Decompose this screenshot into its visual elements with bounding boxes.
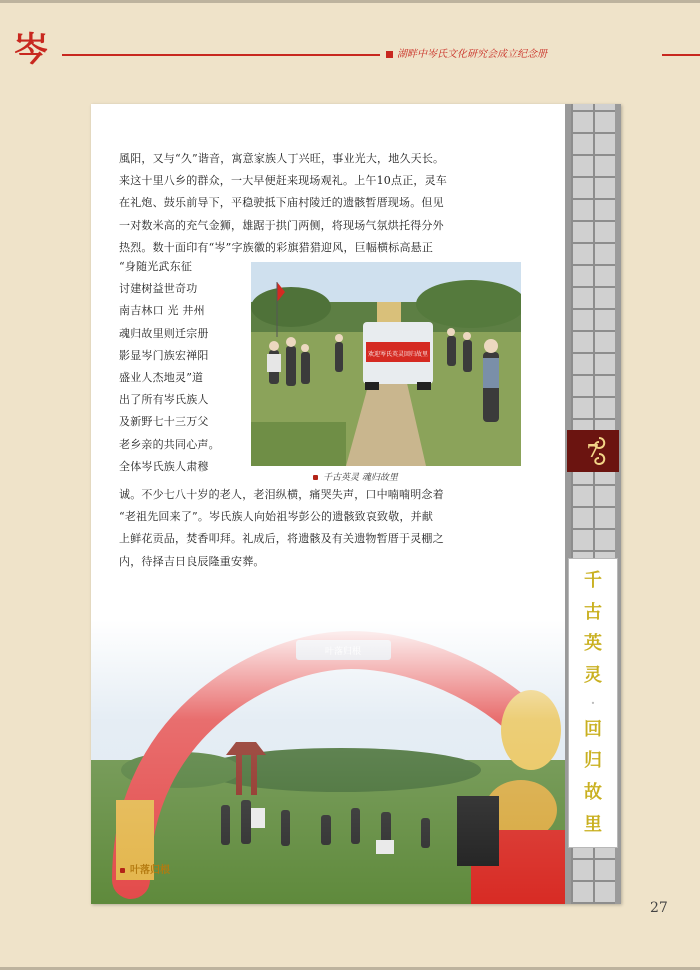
vertical-title-char: 回 bbox=[584, 718, 602, 740]
text-line: 出了所有岑氏族人 bbox=[119, 393, 209, 407]
bottom-photo-caption bbox=[120, 862, 230, 880]
header-title bbox=[386, 46, 664, 64]
vertical-title-char: 故 bbox=[584, 782, 602, 804]
vertical-title-char: 英 bbox=[584, 633, 602, 655]
text-line: 全体岑氏族人肃穆 bbox=[119, 459, 209, 473]
vertical-title-char: 归 bbox=[584, 750, 602, 772]
procession-photo-illustration bbox=[251, 262, 521, 466]
caption-bullet-icon bbox=[313, 475, 318, 480]
text-line: 一对数米高的充气金狮，雄踞于拱门两侧，将现场气氛烘托得分外 bbox=[119, 218, 444, 232]
photo-caption-text: 千古英灵 魂归故里 bbox=[323, 473, 398, 483]
text-line: 影显岑门族宏禅阳 bbox=[119, 348, 209, 362]
truck-banner-text: 欢迎岑氏英灵回归故里 bbox=[367, 351, 429, 358]
vertical-title-char: 千 bbox=[584, 569, 602, 591]
text-line: 盛业人杰地灵”道 bbox=[119, 371, 204, 385]
procession-photo bbox=[251, 262, 521, 466]
vertical-title-char: 灵 bbox=[584, 665, 602, 687]
bottom-caption-text: 叶落归根 bbox=[130, 865, 170, 876]
text-line: 南吉林口 光 井州 bbox=[119, 304, 205, 318]
text-line: “身随光武东征 bbox=[119, 260, 193, 273]
header-rule-left bbox=[62, 54, 380, 56]
paragraph-side bbox=[119, 256, 247, 478]
vertical-section-title bbox=[568, 558, 618, 848]
page-number: 27 bbox=[650, 900, 668, 916]
bottom-caption-bullet-icon bbox=[120, 868, 125, 873]
text-line: 魂归故里则迁宗册 bbox=[119, 326, 209, 340]
text-line: “老祖先回来了”。岑氏族人向始祖岑彭公的遗骸致哀致敬，并献 bbox=[119, 510, 434, 524]
header-title-text: 湖畔中岑氏文化研究会成立纪念册 bbox=[397, 49, 547, 60]
text-line: 老乡亲的共同心声。 bbox=[119, 437, 220, 451]
chapter-scroll-icon bbox=[586, 434, 609, 468]
header-logo-glyph: 岑 bbox=[14, 30, 48, 70]
vertical-title-separator: · bbox=[590, 695, 596, 710]
chapter-number: 7 bbox=[586, 440, 600, 462]
header-square-icon bbox=[386, 51, 393, 58]
text-line: 内，待择吉日良辰隆重安葬。 bbox=[119, 554, 265, 568]
text-line: 及新野七十三万父 bbox=[119, 415, 209, 429]
text-line: 上鲜花贡品，焚香叩拜。礼成后，将遗骸及有关遗物暂厝于灵棚之 bbox=[119, 532, 444, 546]
vertical-title-char: 古 bbox=[584, 601, 602, 623]
vertical-title-char: 里 bbox=[584, 814, 602, 835]
text-line: 诚。不少七八十岁的老人，老泪纵横，痛哭失声，口中喃喃明念着 bbox=[119, 488, 444, 501]
text-line: 热烈。数十面印有“岑”字族徽的彩旗猎猎迎风，巨幅横标高悬正 bbox=[119, 240, 434, 254]
paragraph-top bbox=[119, 148, 559, 259]
text-line: 在礼炮、鼓乐前导下，平稳驶抵下庙村陵迁的遗骸暂厝现场。但见 bbox=[119, 196, 444, 210]
header-rule-right bbox=[662, 54, 700, 56]
text-line: 来这十里八乡的群众，一大早便赶来现场观礼。上午10点正，灵车 bbox=[119, 174, 447, 188]
top-edge-rule bbox=[0, 0, 700, 3]
text-line: 風阳，又与“久”谐音，寓意家族人丁兴旺，事业光大，地久天长。 bbox=[119, 152, 445, 165]
paragraph-bottom bbox=[119, 484, 559, 573]
text-line: 讨建树益世奇功 bbox=[119, 282, 198, 296]
